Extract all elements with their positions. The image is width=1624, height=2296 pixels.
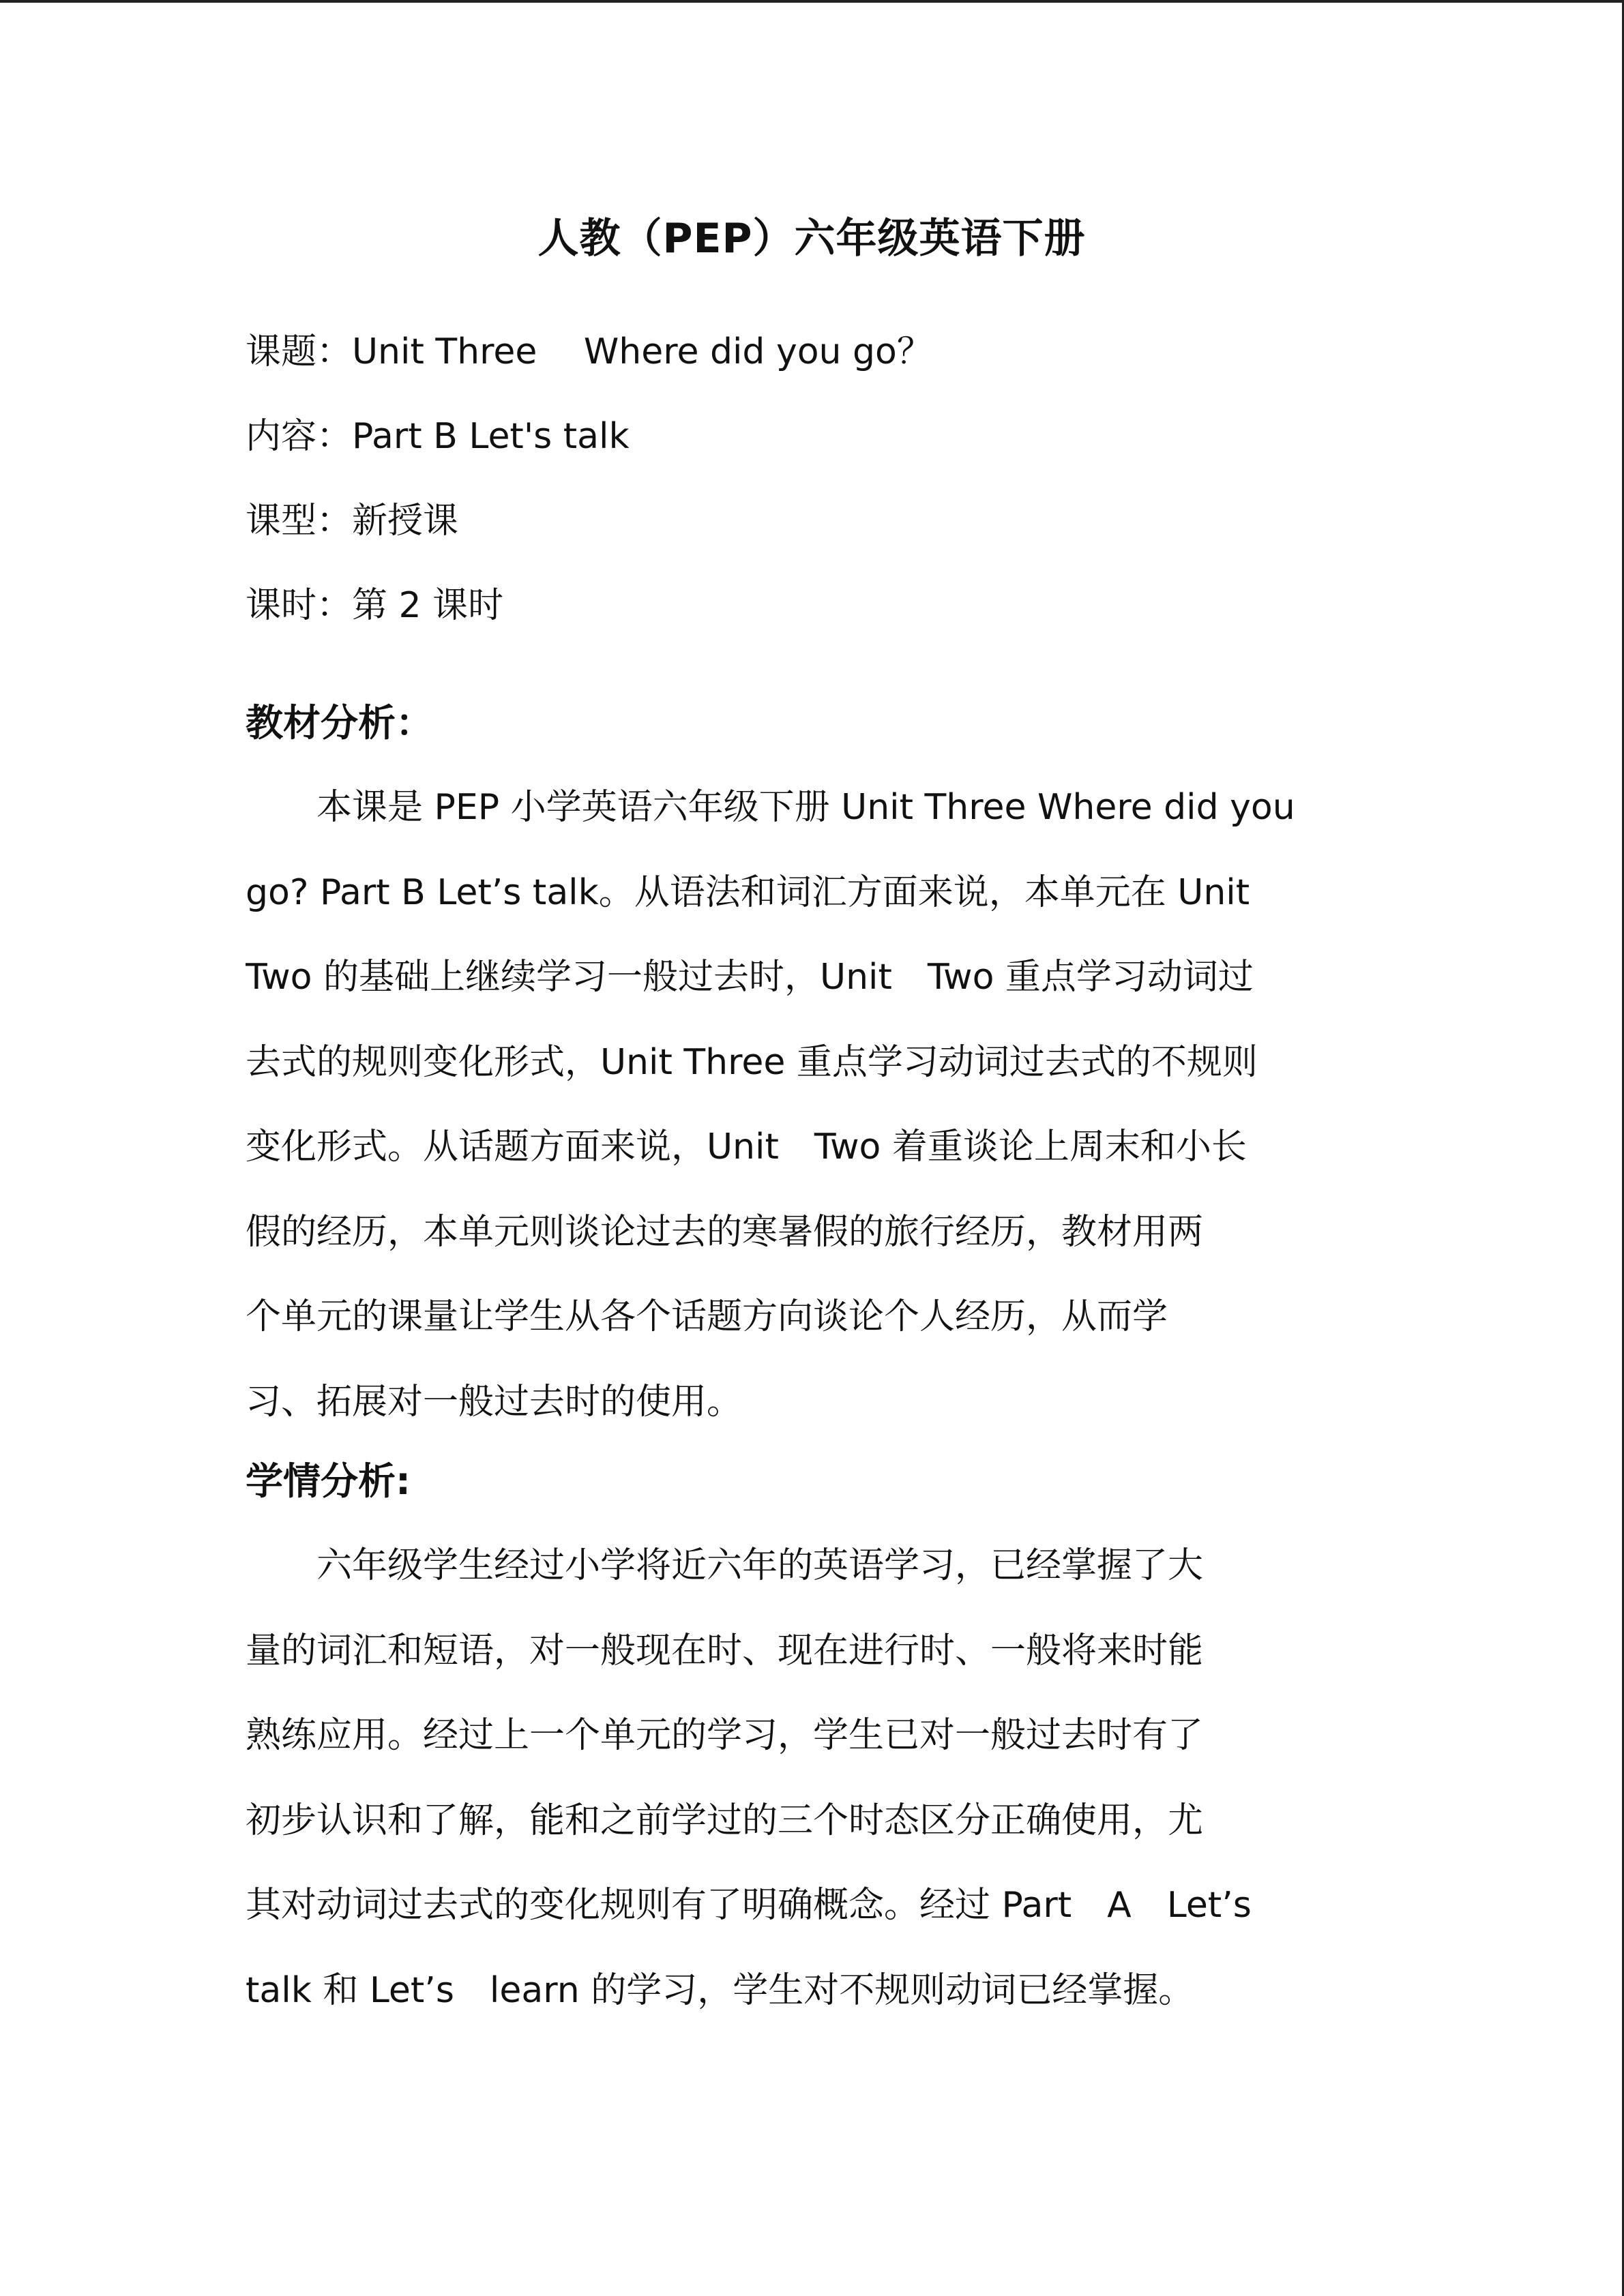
paragraph-line: 习、拓展对一般过去时的使用。 (246, 1381, 743, 1422)
paragraph-line: Two 的基础上继续学习一般过去时，Unit Two 重点学习动词过 (246, 957, 1254, 998)
textbook-analysis-paragraph (246, 765, 1378, 1444)
paragraph-line: 其对动词过去式的变化规则有了明确概念。经过 Part A Let’s (246, 1885, 1252, 1926)
top-border-rule (0, 0, 1624, 3)
meta-topic: 课题：Unit Three Where did you go？ (246, 331, 932, 372)
meta-lesson-type: 课型：新授课 (246, 501, 459, 541)
meta-period: 课时：第 2 课时 (246, 585, 504, 626)
paragraph-line: talk 和 Let’s learn 的学习，学生对不规则动词已经掌握。 (246, 1969, 1194, 2011)
lesson-meta (246, 310, 1378, 648)
paragraph-line: 去式的规则变化形式，Unit Three 重点学习动词过去式的不规则 (246, 1041, 1258, 1083)
paragraph-line: 变化形式。从话题方面来说，Unit Two 着重谈论上周末和小长 (246, 1127, 1247, 1167)
paragraph-line: 假的经历，本单元则谈论过去的寒暑假的旅行经历，教材用两 (246, 1211, 1204, 1253)
meta-content: 内容：Part B Let's talk (246, 416, 630, 457)
paragraph-line: 个单元的课量让学生从各个话题方向谈论个人经历，从而学 (246, 1296, 1168, 1337)
paragraph-line: 量的词汇和短语，对一般现在时、现在进行时、一般将来时能 (246, 1630, 1204, 1671)
section-heading-textbook-analysis: 教材分析： (246, 701, 434, 745)
paragraph-line: go? Part B Let’s talk。从语法和词汇方面来说，本单元在 Unit (246, 871, 1250, 913)
paragraph-line: 熟练应用。经过上一个单元的学习，学生已对一般过去时有了 (246, 1715, 1204, 1756)
document-page (246, 205, 1378, 2033)
paragraph-line: 本课是 PEP 小学英语六年级下册 Unit Three Where did you (246, 787, 1295, 828)
document-title: 人教（PEP）六年级英语下册 (537, 215, 1086, 263)
paragraph-line: 六年级学生经过小学将近六年的英语学习，已经掌握了大 (246, 1545, 1204, 1586)
paragraph-line: 初步认识和了解，能和之前学过的三个时态区分正确使用，尤 (246, 1800, 1204, 1841)
student-analysis-paragraph (246, 1523, 1378, 2033)
section-heading-student-analysis: 学情分析: (246, 1459, 411, 1503)
